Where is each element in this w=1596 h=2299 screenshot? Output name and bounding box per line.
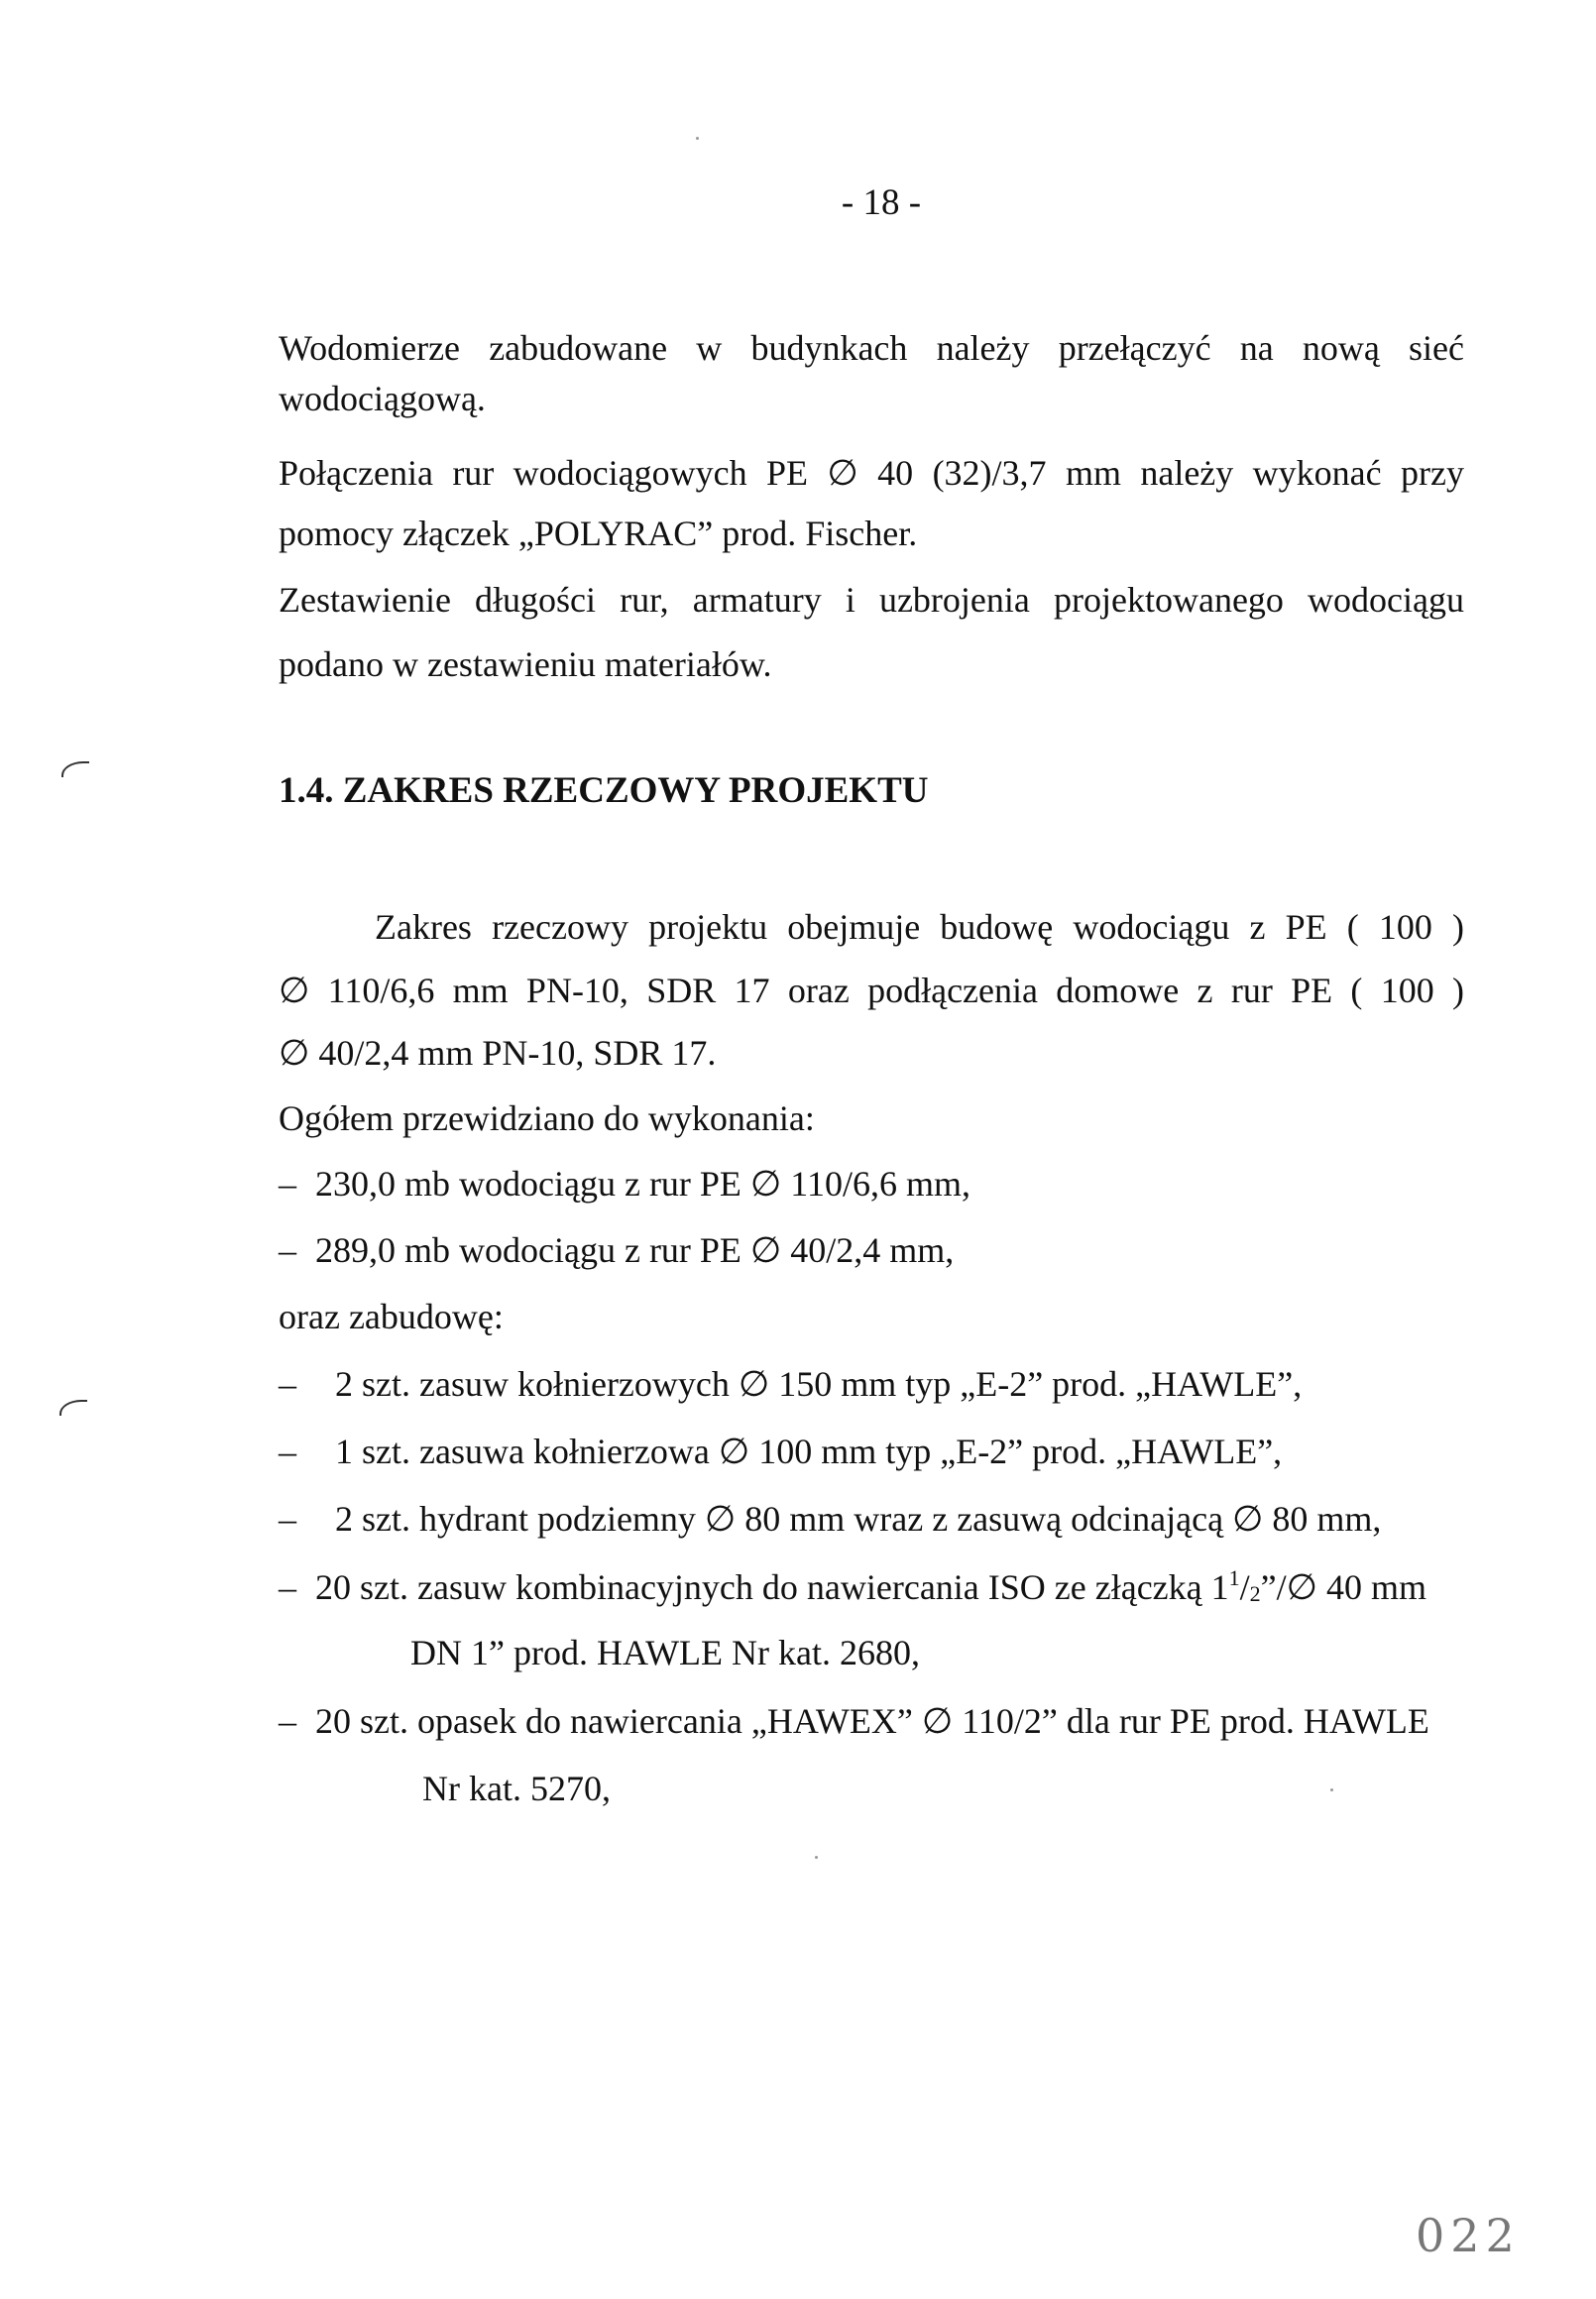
intro-para-3-cont: podano w zestawieniu materiałów. <box>279 644 772 684</box>
fraction-denominator: 2 <box>1249 1581 1261 1606</box>
list-dash: – <box>279 1499 296 1539</box>
intro-para-3: Zestawienie długości rur, armatury i uzbrojenia projektowanego wodociągu <box>279 580 1464 620</box>
total-intro: Ogółem przewidziano do wykonania: <box>279 1098 815 1138</box>
install-item-3: 2 szt. hydrant podziemny ∅ 80 mm wraz z zasuwą odcinającą ∅ 80 mm, <box>335 1499 1382 1539</box>
scan-speck <box>1330 1788 1333 1791</box>
list-dash: – <box>279 1164 296 1204</box>
archive-stamp-number: 022 <box>1416 2209 1521 2262</box>
intro-para-2-cont: pomocy złączek „POLYRAC” prod. Fischer. <box>279 514 918 553</box>
list-dash: – <box>279 1701 296 1741</box>
install-intro: oraz zabudowę: <box>279 1297 504 1336</box>
scan-mark <box>59 1400 87 1416</box>
install-item-4-cont: DN 1” prod. HAWLE Nr kat. 2680, <box>410 1633 921 1672</box>
intro-para-1-cont: wodociągową. <box>279 379 486 418</box>
pipe-item-1: 230,0 mb wodociągu z rur PE ∅ 110/6,6 mm, <box>315 1164 970 1204</box>
scan-speck <box>815 1856 818 1859</box>
list-dash: – <box>279 1567 296 1607</box>
scan-mark <box>61 761 89 777</box>
scan-speck <box>696 137 699 140</box>
install-item-2: 1 szt. zasuwa kołnierzowa ∅ 100 mm typ „E-2” prod. „HAWLE”, <box>335 1432 1283 1471</box>
install-item-4-text: 20 szt. zasuw kombinacyjnych do nawiercania ISO ze złączką 1 <box>315 1567 1229 1607</box>
install-item-5: 20 szt. opasek do nawiercania „HAWEX” ∅ 110/2” dla rur PE prod. HAWLE <box>315 1701 1429 1741</box>
scope-line-1: Zakres rzeczowy projektu obejmuje budowę wodociągu z PE ( 100 ) <box>375 907 1464 947</box>
intro-para-2: Połączenia rur wodociągowych PE ∅ 40 (32)/3,7 mm należy wykonać przy <box>279 453 1464 493</box>
install-item-4-tail: ”/∅ 40 mm <box>1260 1567 1426 1607</box>
page-number: - 18 - <box>841 182 922 223</box>
scope-line-2: ∅ 110/6,6 mm PN-10, SDR 17 oraz podłączenia domowe z rur PE ( 100 ) <box>279 971 1464 1010</box>
fraction-numerator: 1 <box>1228 1565 1240 1590</box>
section-heading: 1.4. ZAKRES RZECZOWY PROJEKTU <box>279 770 929 811</box>
install-item-4: 20 szt. zasuw kombinacyjnych do nawiercania ISO ze złączką $1^1/_2”/\emptyset$ 40 mm <box>315 1565 1426 1607</box>
pipe-item-2: 289,0 mb wodociągu z rur PE ∅ 40/2,4 mm, <box>315 1230 955 1270</box>
install-item-5-cont: Nr kat. 5270, <box>422 1769 611 1808</box>
intro-para-1: Wodomierze zabudowane w budynkach należy przełączyć na nową sieć <box>279 328 1464 368</box>
install-item-1: 2 szt. zasuw kołnierzowych ∅ 150 mm typ „E-2” prod. „HAWLE”, <box>335 1364 1303 1404</box>
list-dash: – <box>279 1364 296 1404</box>
list-dash: – <box>279 1230 296 1270</box>
list-dash: – <box>279 1432 296 1471</box>
scope-line-3: ∅ 40/2,4 mm PN-10, SDR 17. <box>279 1033 717 1073</box>
